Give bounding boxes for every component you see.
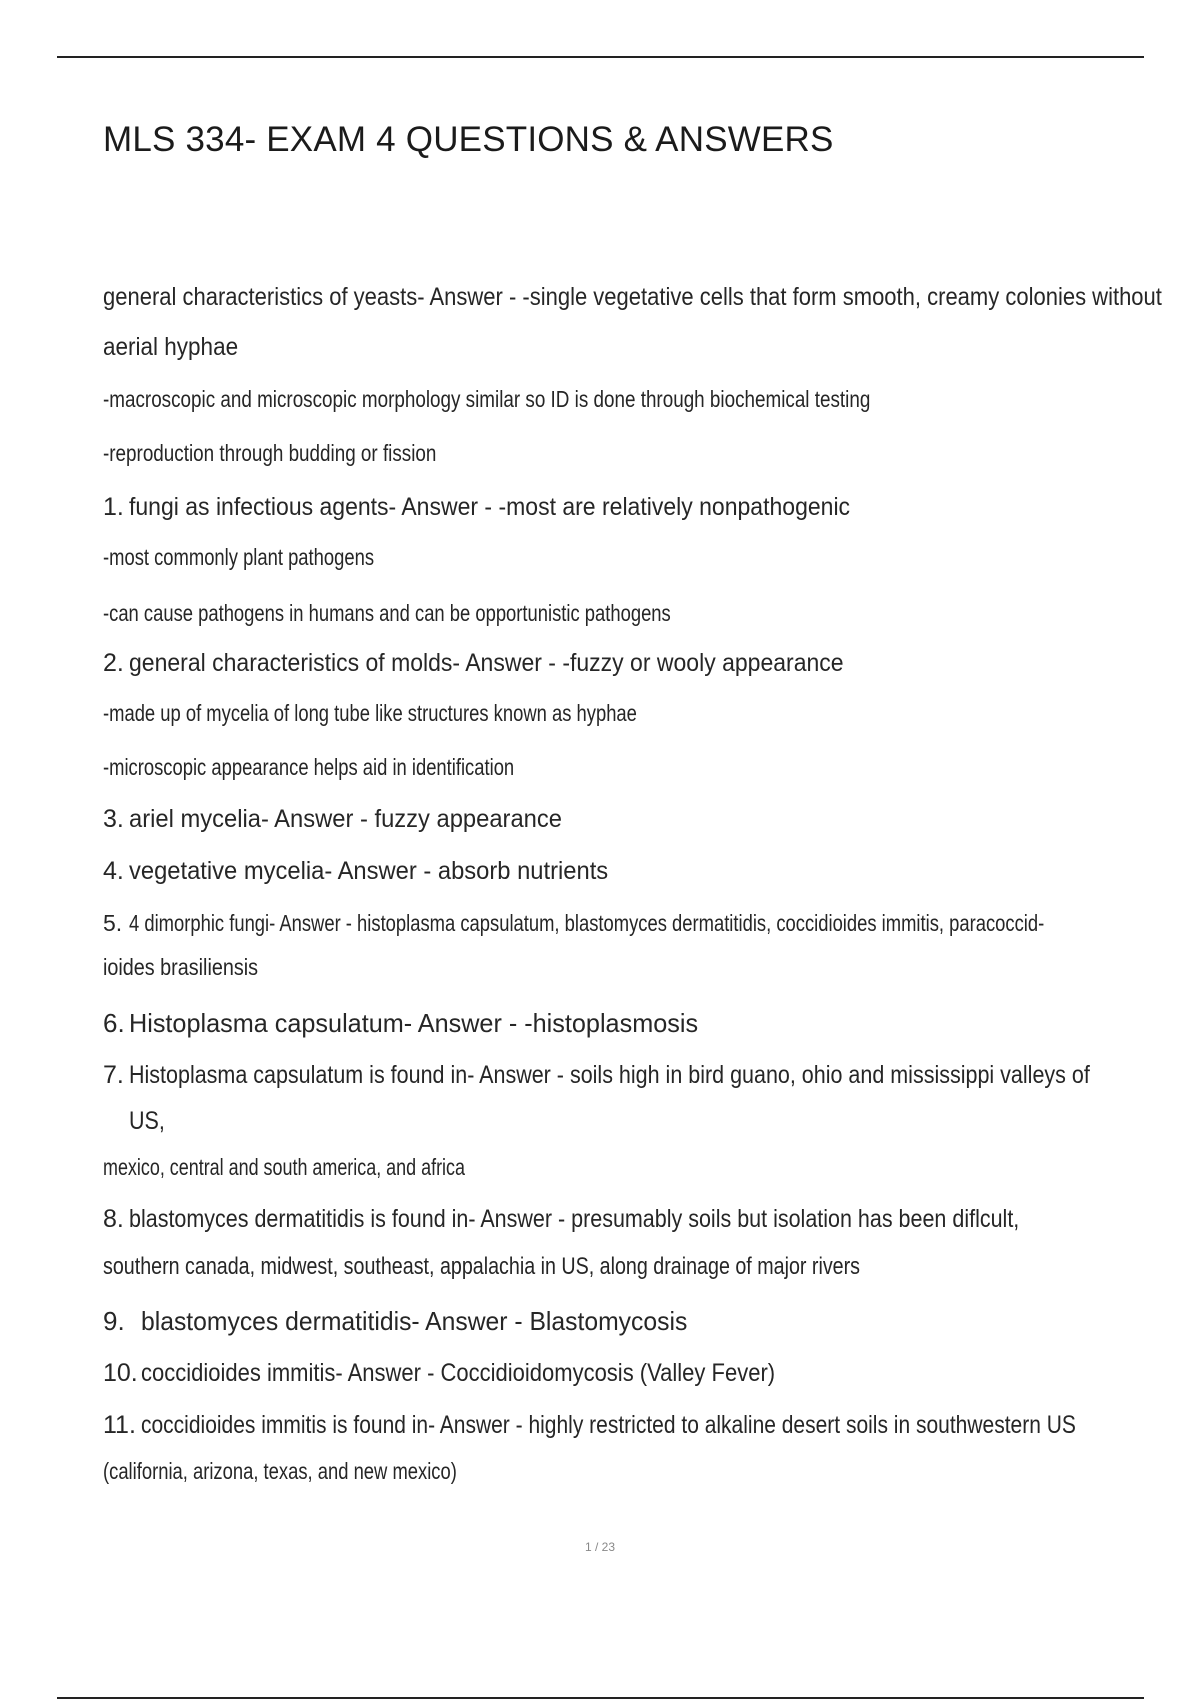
item-number: 6. <box>103 1008 125 1038</box>
item-number: 11. <box>103 1411 136 1439</box>
item-continuation <box>103 950 1163 1006</box>
question-item <box>103 1304 1163 1356</box>
question-item <box>103 1408 1163 1454</box>
item-detail <box>103 596 1163 646</box>
intro-text: -macroscopic and microscopic morphology similar so ID is done through biochemical testing <box>103 386 871 412</box>
document-body <box>103 280 1163 1494</box>
item-text: blastomyces dermatitidis is found in- Answer - presumably soils but isolation has been diflcult, <box>129 1205 1020 1233</box>
item-text: Histoplasma capsulatum is found in- Answer - soils high in bird guano, ohio and mississippi valleys of <box>129 1061 1090 1089</box>
item-number: 5. <box>103 910 123 936</box>
item-text: blastomyces dermatitidis- Answer - Blastomycosis <box>141 1306 688 1336</box>
question-item <box>103 646 1163 696</box>
intro-text: aerial hyphae <box>103 333 239 361</box>
intro-line <box>103 382 1163 436</box>
item-text: vegetative mycelia- Answer - absorb nutrients <box>129 857 609 885</box>
item-detail <box>103 1150 1163 1202</box>
question-item <box>103 1058 1163 1104</box>
item-text: US, <box>129 1107 165 1135</box>
item-number: 3. <box>103 805 124 833</box>
top-rule <box>57 56 1144 58</box>
item-text: ariel mycelia- Answer - fuzzy appearance <box>129 805 562 833</box>
item-detail-text: mexico, central and south america, and africa <box>103 1154 465 1180</box>
intro-line <box>103 280 1163 330</box>
item-number: 9. <box>103 1306 125 1336</box>
item-continuation <box>103 1104 1163 1150</box>
item-text: ioides brasiliensis <box>103 954 259 980</box>
item-detail-text: -microscopic appearance helps aid in identification <box>103 754 515 780</box>
item-detail-text: southern canada, midwest, southeast, appalachia in US, along drainage of major rivers <box>103 1253 861 1280</box>
bottom-rule <box>57 1697 1144 1699</box>
intro-text: general characteristics of yeasts- Answer - -single vegetative cells that form smooth, creamy colonies without <box>103 283 1162 311</box>
intro-line <box>103 330 1163 382</box>
intro-text: -reproduction through budding or fission <box>103 440 437 466</box>
page-title: MLS 334- EXAM 4 QUESTIONS & ANSWERS <box>103 120 834 159</box>
item-detail <box>103 750 1163 802</box>
item-text: coccidioides immitis is found in- Answer - highly restricted to alkaline desert soils in southwestern US <box>141 1411 1076 1439</box>
item-number: 7. <box>103 1061 124 1089</box>
question-item <box>103 854 1163 906</box>
item-detail-text: (california, arizona, texas, and new mexico) <box>103 1458 457 1484</box>
item-number: 8. <box>103 1205 124 1233</box>
item-text: Histoplasma capsulatum- Answer - -histoplasmosis <box>129 1008 699 1038</box>
item-detail <box>103 1454 1163 1494</box>
question-item <box>103 802 1163 854</box>
item-number: 2. <box>103 649 124 677</box>
question-item <box>103 1202 1163 1250</box>
item-detail <box>103 696 1163 750</box>
item-text: general characteristics of molds- Answer - -fuzzy or wooly appearance <box>129 649 844 677</box>
question-item <box>103 1356 1163 1408</box>
question-item <box>103 906 1163 950</box>
item-detail <box>103 1250 1163 1304</box>
question-item <box>103 490 1163 540</box>
question-item <box>103 1006 1163 1058</box>
item-number: 1. <box>103 493 124 521</box>
item-text: coccidioides immitis- Answer - Coccidioidomycosis (Valley Fever) <box>141 1359 776 1387</box>
intro-line <box>103 436 1163 490</box>
page-number: 1 / 23 <box>584 1540 616 1554</box>
item-text: fungi as infectious agents- Answer - -most are relatively nonpathogenic <box>129 493 851 521</box>
item-number: 10. <box>103 1359 138 1387</box>
item-detail-text: -can cause pathogens in humans and can be opportunistic pathogens <box>103 600 671 626</box>
item-number: 4. <box>103 857 124 885</box>
item-text: 4 dimorphic fungi- Answer - histoplasma capsulatum, blastomyces dermatitidis, coccidioides immitis, paracoccid- <box>129 910 1045 936</box>
item-detail-text: -most commonly plant pathogens <box>103 544 375 570</box>
item-detail-text: -made up of mycelia of long tube like structures known as hyphae <box>103 700 637 726</box>
item-detail <box>103 540 1163 596</box>
